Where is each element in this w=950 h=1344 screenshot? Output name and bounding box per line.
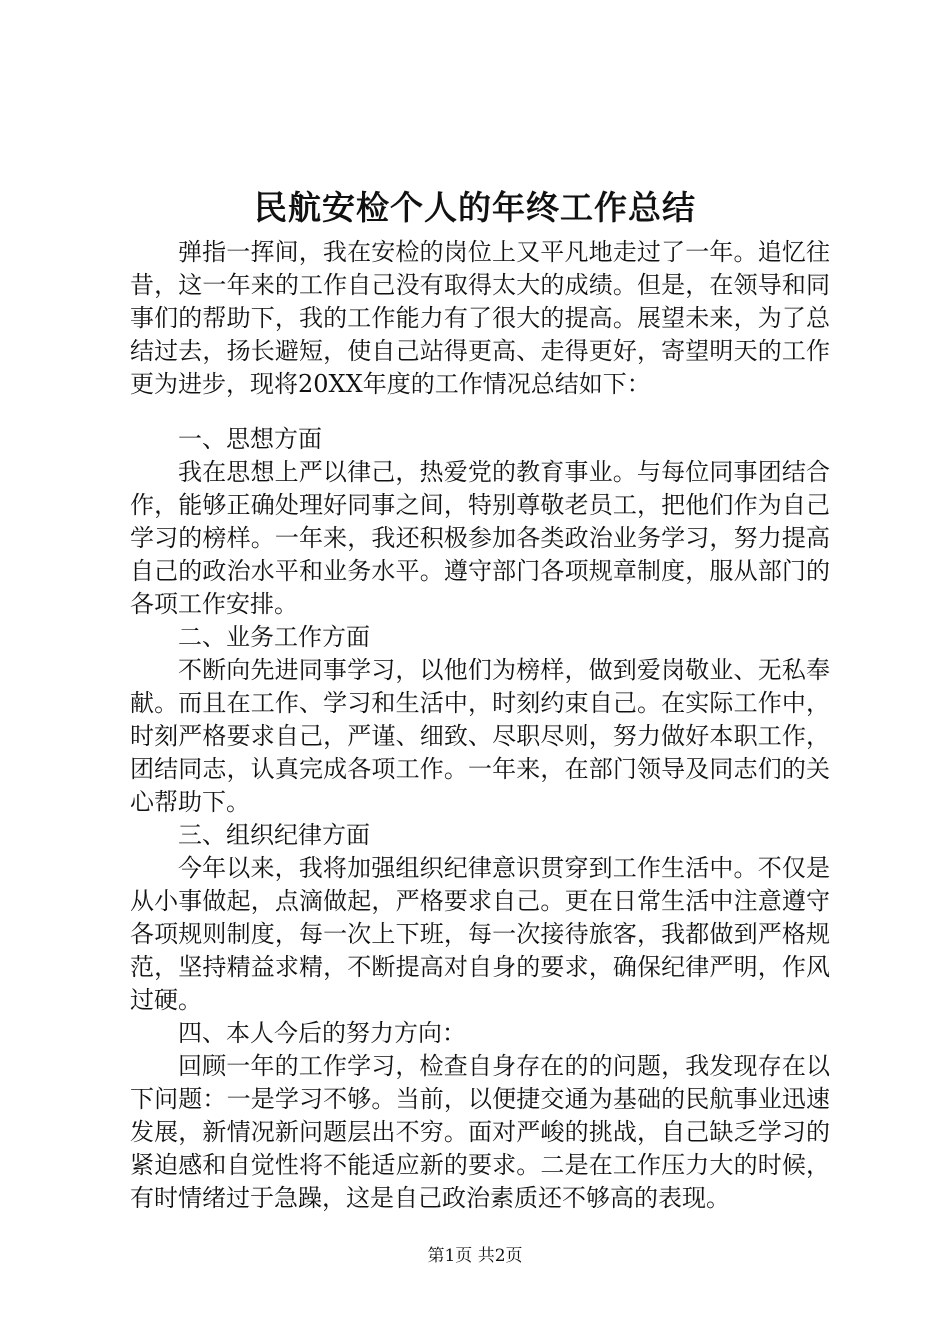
intro-paragraph: 弹指一挥间，我在安检的岗位上又平凡地走过了一年。追忆往昔，这一年来的工作自己没有取得太大的成绩。但是，在领导和同事们的帮助下，我的工作能力有了很大的提高。展望未来，为了总结过去，扬长避短，使自己站得更高、走得更好，寄望明天的工作更为进步，现将20XX年度的工作情况总结如下：	[130, 238, 830, 398]
page-number-footer: 第1页 共2页	[427, 1246, 523, 1266]
section-heading-business: 二、业务工作方面	[178, 623, 370, 651]
section-heading-future: 四、本人今后的努力方向：	[178, 1019, 466, 1047]
section-heading-thought: 一、思想方面	[178, 425, 322, 453]
document-body	[130, 236, 830, 1215]
section-body-business: 不断向先进同事学习，以他们为榜样，做到爱岗敬业、无私奉献。而且在工作、学习和生活中，时刻约束自己。在实际工作中，时刻严格要求自己，严谨、细致、尽职尽则，努力做好本职工作，团结同志，认真完成各项工作。一年来，在部门领导及同志们的关心帮助下。	[130, 656, 830, 816]
section-body-future: 回顾一年的工作学习，检查自身存在的的问题，我发现存在以下问题：一是学习不够。当前，以便捷交通为基础的民航事业迅速发展，新情况新问题层出不穷。面对严峻的挑战，自己缺乏学习的紧迫感和自觉性将不能适应新的要求。二是在工作压力大的时候，有时情绪过于急躁，这是自己政治素质还不够高的表现。	[130, 1052, 830, 1212]
paragraph-spacer	[130, 401, 830, 423]
section-heading-discipline: 三、组织纪律方面	[178, 821, 370, 849]
section-body-thought: 我在思想上严以律己，热爱党的教育事业。与每位同事团结合作，能够正确处理好同事之间，特别尊敬老员工，把他们作为自己学习的榜样。一年来，我还积极参加各类政治业务学习，努力提高自己的政治水平和业务水平。遵守部门各项规章制度，服从部门的各项工作安排。	[130, 458, 830, 618]
section-body-discipline: 今年以来，我将加强组织纪律意识贯穿到工作生活中。不仅是从小事做起，点滴做起，严格要求自己。更在日常生活中注意遵守各项规则制度，每一次上下班，每一次接待旅客，我都做到严格规范，坚持精益求精，不断提高对自身的要求，确保纪律严明，作风过硬。	[130, 854, 830, 1014]
document-title: 民航安检个人的年终工作总结	[254, 188, 696, 227]
